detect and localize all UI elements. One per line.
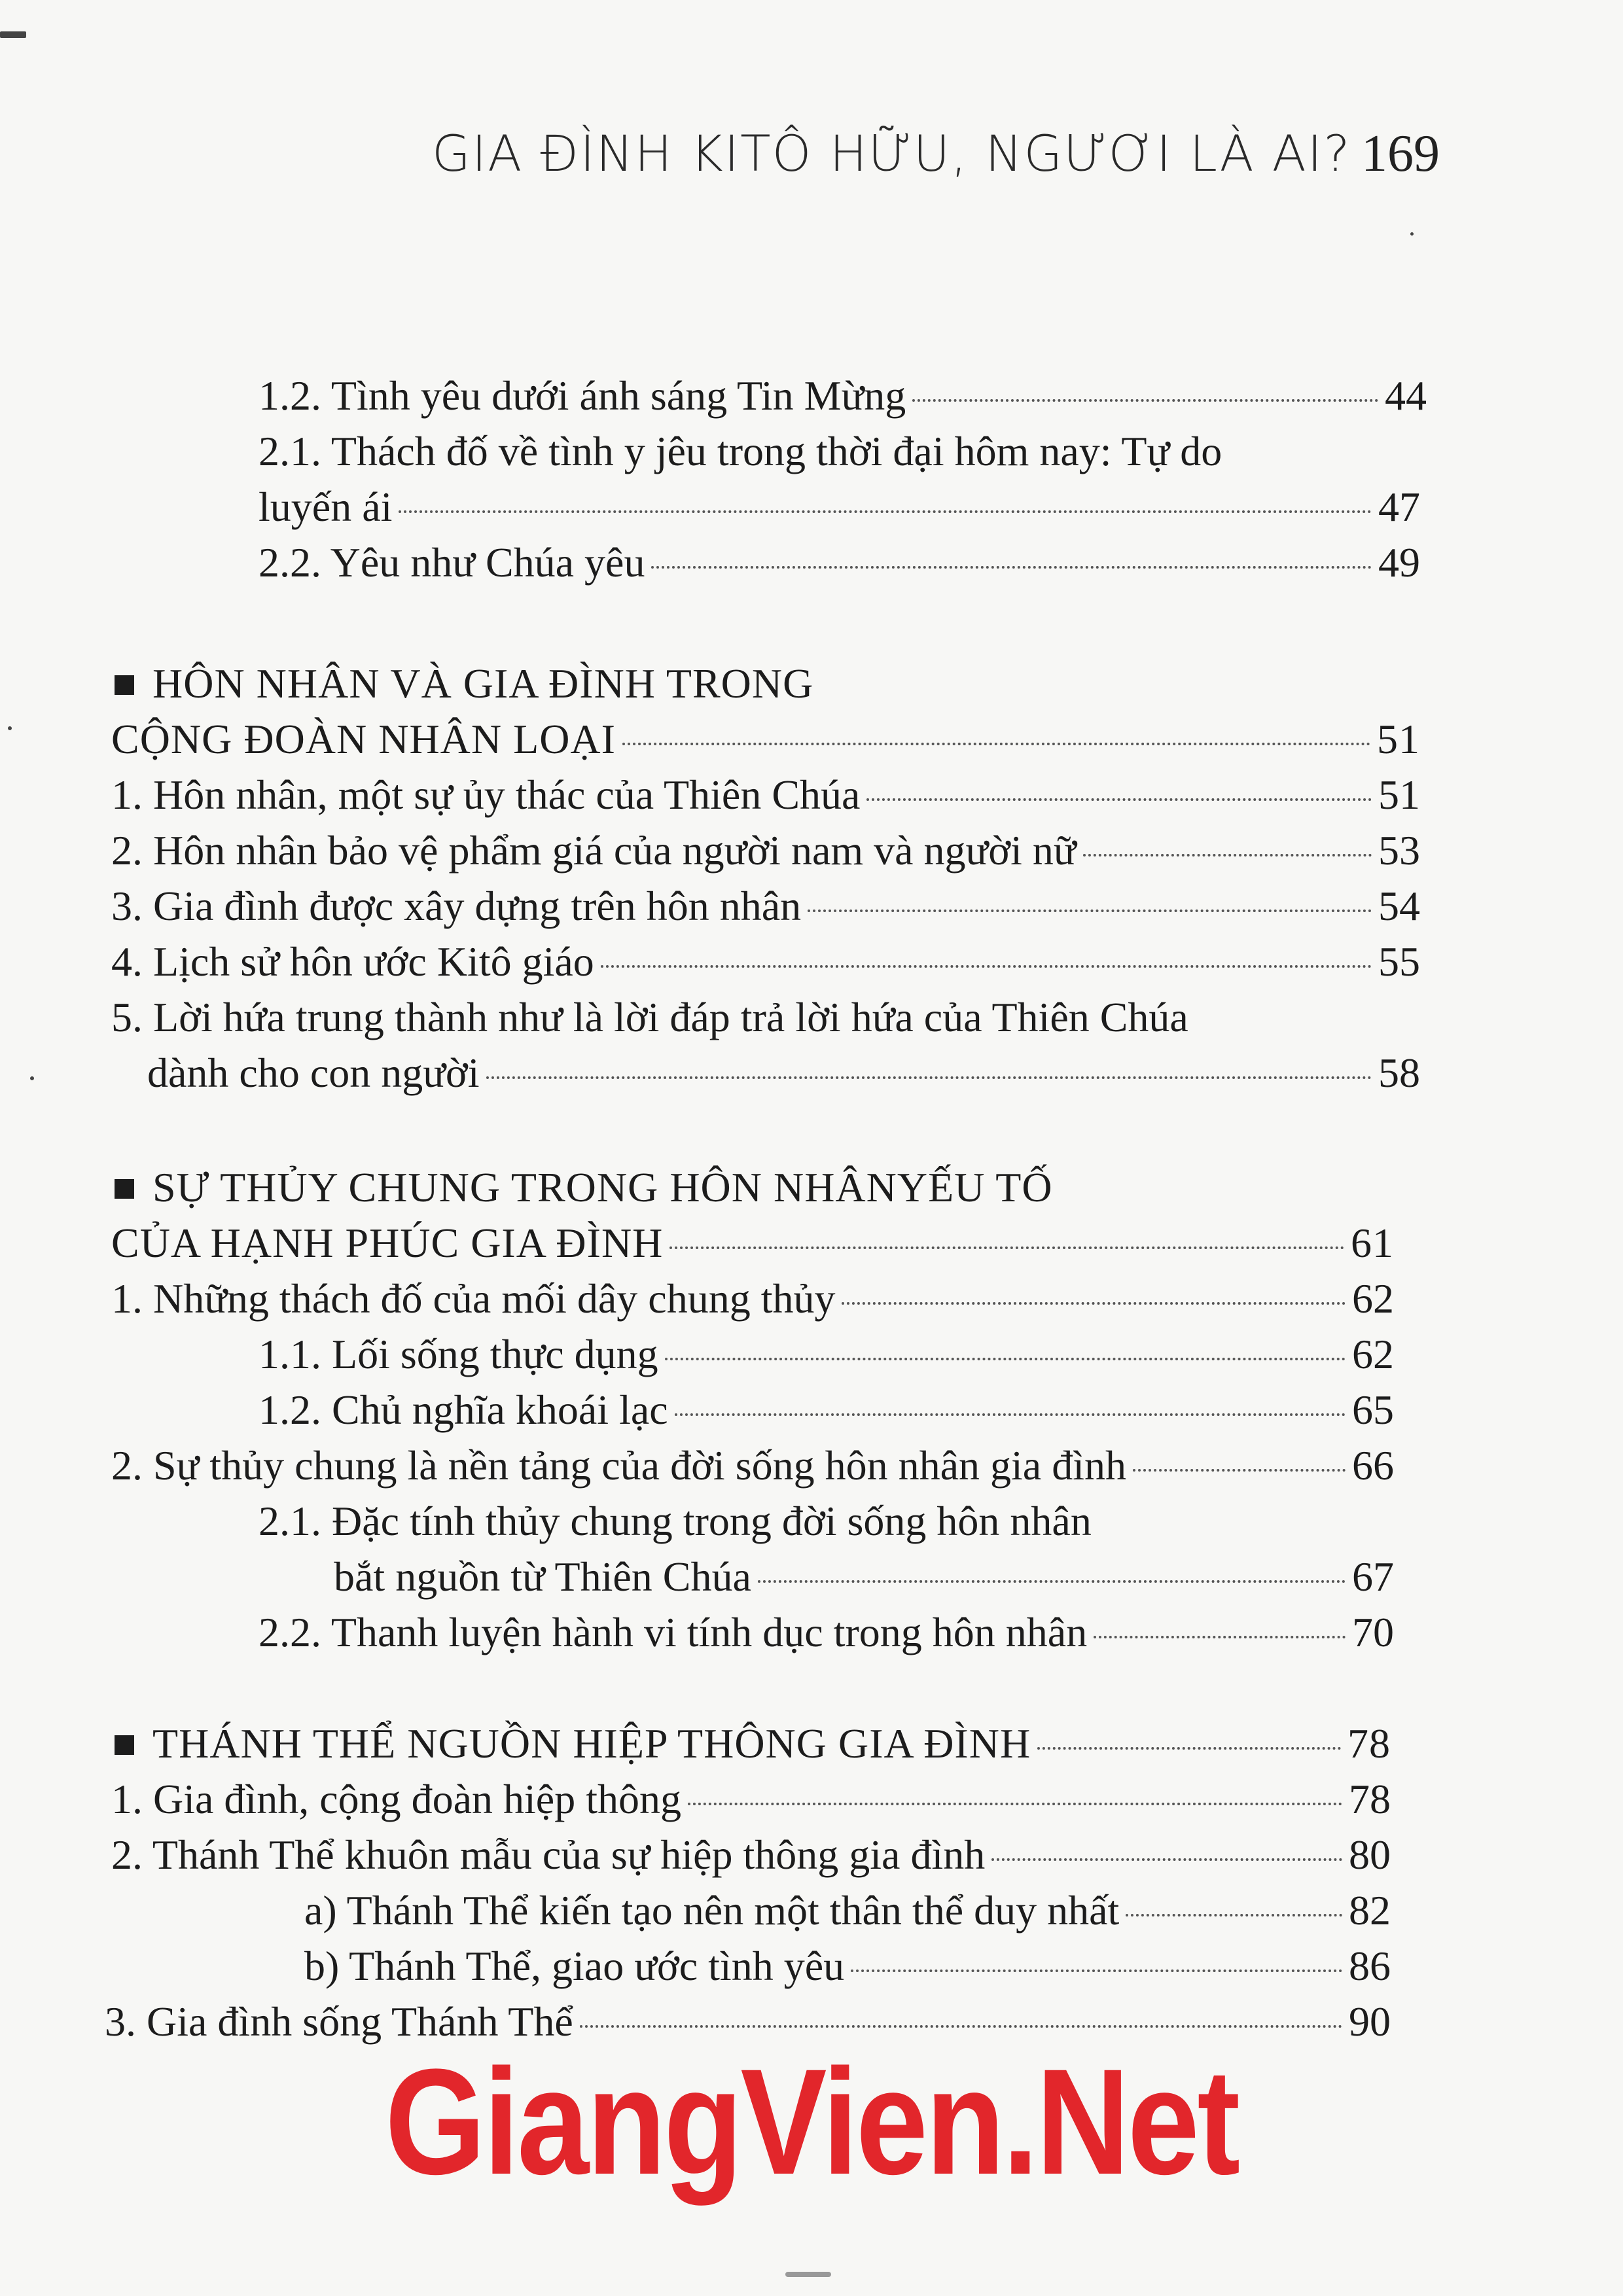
toc-entry-page: 49 — [1378, 539, 1420, 586]
section-heading — [111, 1217, 1394, 1269]
toc-entry — [111, 824, 1420, 877]
toc-entry-page: 67 — [1352, 1553, 1394, 1600]
dot-leader — [991, 1858, 1342, 1861]
section-heading — [115, 658, 813, 710]
dot-leader — [1133, 1469, 1346, 1472]
toc-entry — [304, 1884, 1391, 1937]
scan-speck — [30, 1076, 34, 1080]
toc-entry — [111, 1829, 1391, 1881]
watermark-logo: GiangVien.Net — [385, 2038, 1238, 2206]
dot-leader — [866, 798, 1372, 801]
dot-leader — [622, 743, 1370, 745]
toc-entry-title: 4. Lịch sử hôn ước Kitô giáo — [111, 938, 594, 985]
page-number: 169 — [1361, 125, 1440, 183]
dot-leader — [1126, 1914, 1342, 1916]
section-heading-title: THÁNH THỂ NGUỒN HIỆP THÔNG GIA ĐÌNH — [152, 1720, 1031, 1767]
toc-entry — [259, 537, 1420, 589]
toc-entry-title: dành cho con người — [147, 1050, 480, 1096]
dot-leader — [1094, 1636, 1346, 1638]
toc-entry-title: 2.2. Yêu như Chúa yêu — [259, 539, 645, 586]
dot-leader — [486, 1076, 1372, 1079]
dot-leader — [675, 1413, 1346, 1416]
toc-entry — [111, 1773, 1391, 1826]
toc-entry-title: 2.1. Đặc tính thủy chung trong đời sống hôn nhân — [259, 1498, 1092, 1544]
toc-entry — [334, 1551, 1394, 1603]
dot-leader — [688, 1803, 1342, 1805]
toc-entry-page: 66 — [1352, 1442, 1394, 1489]
section-heading — [115, 1718, 1391, 1770]
dot-leader — [651, 566, 1372, 569]
scan-speck — [1410, 232, 1414, 236]
toc-entry-page: 78 — [1347, 1720, 1391, 1767]
toc-entry-title: 1. Những thách đố của mối dây chung thủy — [111, 1275, 836, 1322]
dot-leader — [1037, 1747, 1341, 1750]
toc-entry-title: luyến ái — [259, 484, 393, 530]
toc-entry-page: 61 — [1351, 1220, 1394, 1266]
dot-leader — [601, 965, 1372, 968]
section-heading — [111, 713, 1420, 766]
dot-leader — [912, 399, 1378, 402]
section-heading-title: SỰ THỦY CHUNG TRONG HÔN NHÂNYẾU TỐ — [152, 1164, 1053, 1210]
section-heading-title: CỘNG ĐOÀN NHÂN LOẠI — [111, 716, 616, 762]
square-bullet-icon — [115, 1179, 134, 1199]
toc-entry — [111, 769, 1420, 821]
toc-entry — [111, 880, 1420, 932]
toc-entry-title: 3. Gia đình được xây dựng trên hôn nhân — [111, 883, 802, 929]
toc-entry-page: 62 — [1352, 1275, 1394, 1322]
toc-entry — [259, 1384, 1394, 1436]
running-head-title: GIA ĐÌNH KITÔ HỮU, NGƯƠI LÀ AI? — [432, 124, 1351, 183]
dot-leader — [669, 1246, 1344, 1249]
scan-mark — [0, 31, 26, 38]
toc-entry-title: 3. Gia đình sống Thánh Thể — [105, 1998, 573, 2045]
dot-leader — [842, 1302, 1346, 1305]
toc-entry-page: 47 — [1378, 484, 1420, 530]
toc-entry — [259, 481, 1420, 533]
toc-entry — [111, 991, 1188, 1044]
toc-entry-page: 51 — [1378, 771, 1420, 818]
toc-entry-title: 2.1. Thách đố về tình y jêu trong thời đại hôm nay: Tự do — [259, 428, 1222, 474]
toc-entry-page: 54 — [1378, 883, 1420, 929]
toc-entry — [111, 1273, 1394, 1325]
toc-entry-page: 62 — [1352, 1331, 1394, 1377]
toc-entry-title: 1.2. Tình yêu dưới ánh sáng Tin Mừng — [259, 372, 906, 419]
toc-entry-title: 2. Thánh Thể khuôn mẫu của sự hiệp thông gia đình — [111, 1831, 986, 1878]
toc-entry-page: 80 — [1349, 1831, 1391, 1878]
toc-entry-page: 78 — [1349, 1776, 1391, 1822]
dot-leader — [851, 1969, 1342, 1972]
section-heading — [115, 1161, 1053, 1214]
scan-mark — [785, 2272, 831, 2277]
toc-entry-title: a) Thánh Thể kiến tạo nên một thân thể duy nhất — [304, 1887, 1120, 1934]
dot-leader — [665, 1358, 1346, 1360]
toc-entry-page: 51 — [1377, 716, 1420, 762]
toc-entry — [111, 1439, 1394, 1492]
dot-leader — [758, 1580, 1346, 1583]
toc-entry — [259, 1495, 1092, 1547]
toc-entry — [147, 1047, 1420, 1099]
toc-entry-page: 65 — [1352, 1386, 1394, 1433]
toc-entry-title: 2. Sự thủy chung là nền tảng của đời sống hôn nhân gia đình — [111, 1442, 1126, 1489]
toc-entry-page: 90 — [1349, 1998, 1391, 2045]
section-heading-title: HÔN NHÂN VÀ GIA ĐÌNH TRONG — [152, 660, 814, 707]
toc-entry-page: 70 — [1352, 1609, 1394, 1655]
toc-entry — [259, 1328, 1394, 1381]
toc-entry — [259, 1606, 1394, 1659]
toc-entry-title: 2. Hôn nhân bảo vệ phẩm giá của người nam và người nữ — [111, 827, 1077, 874]
toc-entry-page: 86 — [1349, 1943, 1391, 1989]
toc-entry-title: 1. Hôn nhân, một sự ủy thác của Thiên Chúa — [111, 771, 861, 818]
running-head — [432, 124, 1440, 184]
toc-entry-title: 1. Gia đình, cộng đoàn hiệp thông — [111, 1776, 681, 1822]
toc-entry-title: b) Thánh Thể, giao ước tình yêu — [304, 1943, 845, 1989]
square-bullet-icon — [115, 1735, 134, 1755]
toc-entry-title: 1.2. Chủ nghĩa khoái lạc — [259, 1386, 668, 1433]
toc-entry — [304, 1940, 1391, 1992]
toc-entry-page: 82 — [1349, 1887, 1391, 1934]
toc-entry-title: 2.2. Thanh luyện hành vi tính dục trong hôn nhân — [259, 1609, 1088, 1655]
toc-entry-title: 5. Lời hứa trung thành như là lời đáp trả lời hứa của Thiên Chúa — [111, 994, 1188, 1040]
toc-entry-page: 58 — [1378, 1050, 1420, 1096]
toc-entry — [111, 936, 1420, 988]
toc-entry-title: 1.1. Lối sống thực dụng — [259, 1331, 658, 1377]
dot-leader — [399, 510, 1372, 513]
toc-entry — [259, 425, 1222, 478]
toc-entry-page: 53 — [1378, 827, 1420, 874]
section-heading-title: CỦA HẠNH PHÚC GIA ĐÌNH — [111, 1220, 664, 1266]
dot-leader — [808, 910, 1372, 912]
toc-entry — [259, 370, 1427, 422]
dot-leader — [580, 2025, 1342, 2028]
toc-entry-page: 55 — [1378, 938, 1420, 985]
scan-speck — [8, 726, 12, 730]
square-bullet-icon — [115, 675, 134, 695]
toc-entry-page: 44 — [1385, 372, 1427, 419]
toc-entry-title: bắt nguồn từ Thiên Chúa — [334, 1553, 751, 1600]
dot-leader — [1083, 854, 1372, 857]
